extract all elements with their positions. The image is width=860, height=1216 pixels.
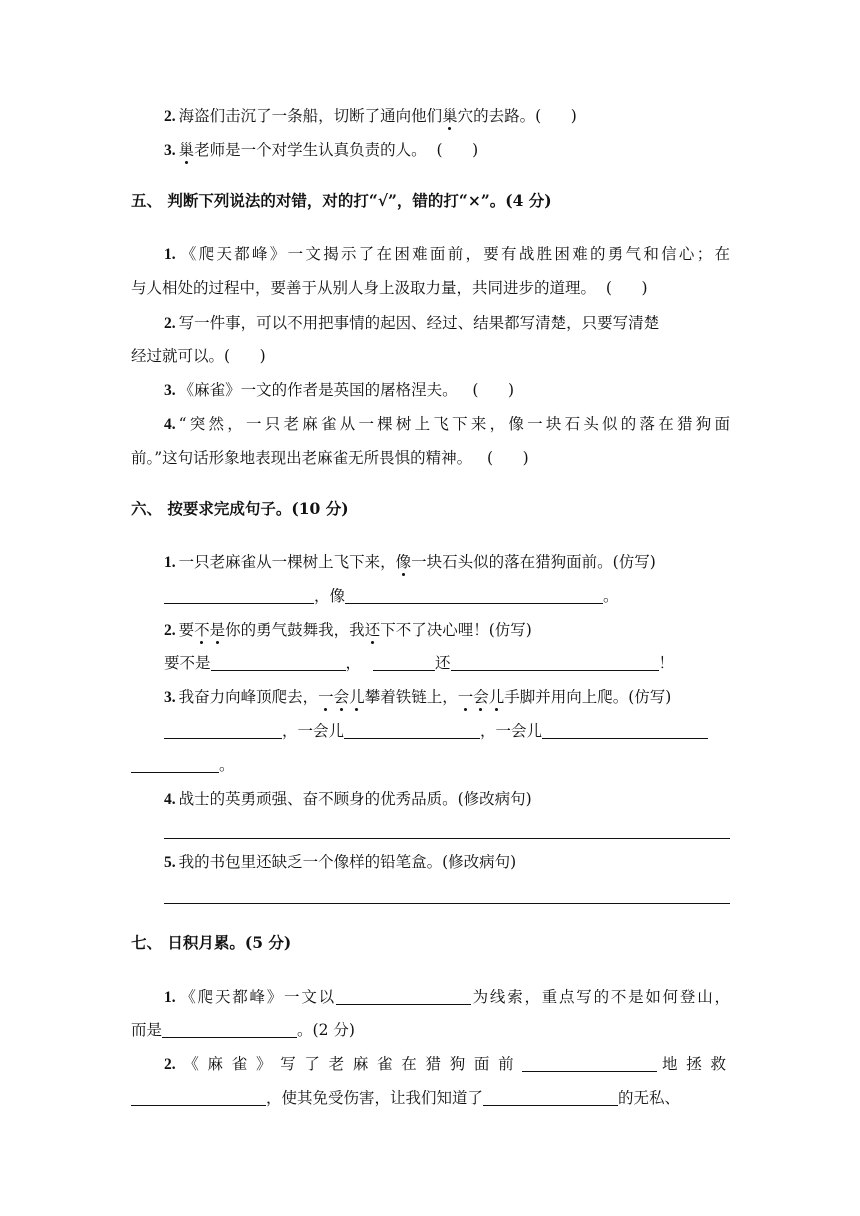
- section-7-heading: 七、 日积月累。(5 分): [131, 933, 292, 952]
- dotted-char: 巢: [178, 141, 195, 159]
- s6-question-2: 2. 要不是你的勇气鼓舞我，我还下不了决心哩！(仿写): [164, 621, 532, 639]
- s5-q1-line1: 1. 《爬天都峰》一文揭示了在困难面前，要有战胜困难的勇气和信心；在: [164, 245, 730, 263]
- s6-question-3: 3. 我奋力向峰顶爬去，一会儿攀着铁链上，一会儿手脚并用向上爬。(仿写): [164, 688, 672, 706]
- dotted-char: 像: [395, 553, 412, 571]
- dotted-char: 儿: [349, 688, 365, 706]
- s7-q2-line2: ，使其免受伤害，让我们知道了 的无私、: [131, 1087, 680, 1109]
- s7-q1-line2: 而是 。(2 分): [131, 1021, 355, 1039]
- s6-question-4: 4. 战士的英勇顽强、奋不顾身的优秀品质。(修改病句): [164, 790, 532, 808]
- answer-blank[interactable]: [345, 587, 603, 604]
- s6-question-1: 1. 一只老麻雀从一棵树上飞下来，像一块石头似的落在猎狗面前。(仿写): [164, 553, 656, 571]
- s5-q2-line1: 2. 写一件事，可以不用把事情的起因、经过、结果都写清楚，只要写清楚: [164, 314, 660, 332]
- s6-q3-answer-line: ，一会儿 ，一会儿: [164, 720, 708, 742]
- answer-blank[interactable]: [211, 654, 346, 671]
- dotted-char: 巢: [442, 107, 458, 125]
- dotted-char: 会: [473, 688, 489, 706]
- s6-q3-answer-line-2: 。: [131, 754, 235, 776]
- answer-blank[interactable]: [162, 1021, 297, 1038]
- section-6-heading: 六、 按要求完成句子。(10 分): [131, 499, 349, 518]
- question-number: 3.: [164, 142, 176, 159]
- dotted-char: 是: [209, 621, 226, 639]
- dotted-char: 儿: [488, 688, 505, 706]
- answer-blank[interactable]: [483, 1089, 618, 1106]
- dotted-char: 不: [194, 621, 210, 639]
- answer-blank[interactable]: [373, 654, 435, 671]
- answer-blank[interactable]: [344, 722, 480, 739]
- answer-blank[interactable]: [164, 722, 282, 739]
- s6-q5-answer-rule[interactable]: [164, 903, 730, 904]
- answer-blank[interactable]: [164, 587, 314, 604]
- s5-q1-line2: 与人相处的过程中，要善于从别人身上汲取力量，共同进步的道理。 ( ): [131, 279, 648, 297]
- s5-q4-line2: 前。”这句话形象地表现出老麻雀无所畏惧的精神。 ( ): [131, 449, 529, 467]
- dotted-char: 一: [457, 688, 474, 706]
- s6-q1-answer-line: ，像 。: [164, 585, 619, 607]
- s5-question-3: 3. 《麻雀》一文的作者是英国的屠格涅夫。 ( ): [164, 381, 515, 399]
- s4-question-3: 3. 巢老师是一个对学生认真负责的人。 ( ): [164, 141, 479, 159]
- s7-q1-line1: 1. 《爬天都峰》一文以 为线索，重点写的不是如何登山，: [164, 988, 730, 1006]
- section-5-heading: 五、 判断下列说法的对错，对的打“√”，错的打“×”。(4 分): [131, 191, 552, 210]
- answer-blank[interactable]: [522, 1055, 657, 1072]
- dotted-char: 会: [333, 688, 350, 706]
- s6-q4-answer-rule[interactable]: [164, 838, 730, 839]
- answer-blank[interactable]: [336, 988, 471, 1005]
- question-number: 2.: [164, 108, 176, 125]
- s5-q4-line1: 4. “突然，一只老麻雀从一棵树上飞下来，像一块石头似的落在猎狗面: [164, 415, 730, 433]
- s7-q2-line1: 2. 《麻雀》写了老麻雀在猎狗面前 地拯救: [164, 1055, 730, 1073]
- s6-q2-answer-line: 要不是 ， 还 ！: [164, 654, 675, 672]
- s4-question-2: 2. 海盗们击沉了一条船，切断了通向他们巢穴的去路。( ): [164, 107, 577, 125]
- answer-blank[interactable]: [451, 654, 659, 671]
- s6-question-5: 5. 我的书包里还缺乏一个像样的铅笔盒。(修改病句): [164, 853, 517, 871]
- answer-blank[interactable]: [131, 1089, 266, 1106]
- answer-blank[interactable]: [542, 722, 708, 739]
- dotted-char: 一: [318, 688, 334, 706]
- answer-blank[interactable]: [131, 756, 219, 773]
- s5-q2-line2: 经过就可以。( ): [131, 347, 266, 365]
- dotted-char: 还: [364, 621, 381, 639]
